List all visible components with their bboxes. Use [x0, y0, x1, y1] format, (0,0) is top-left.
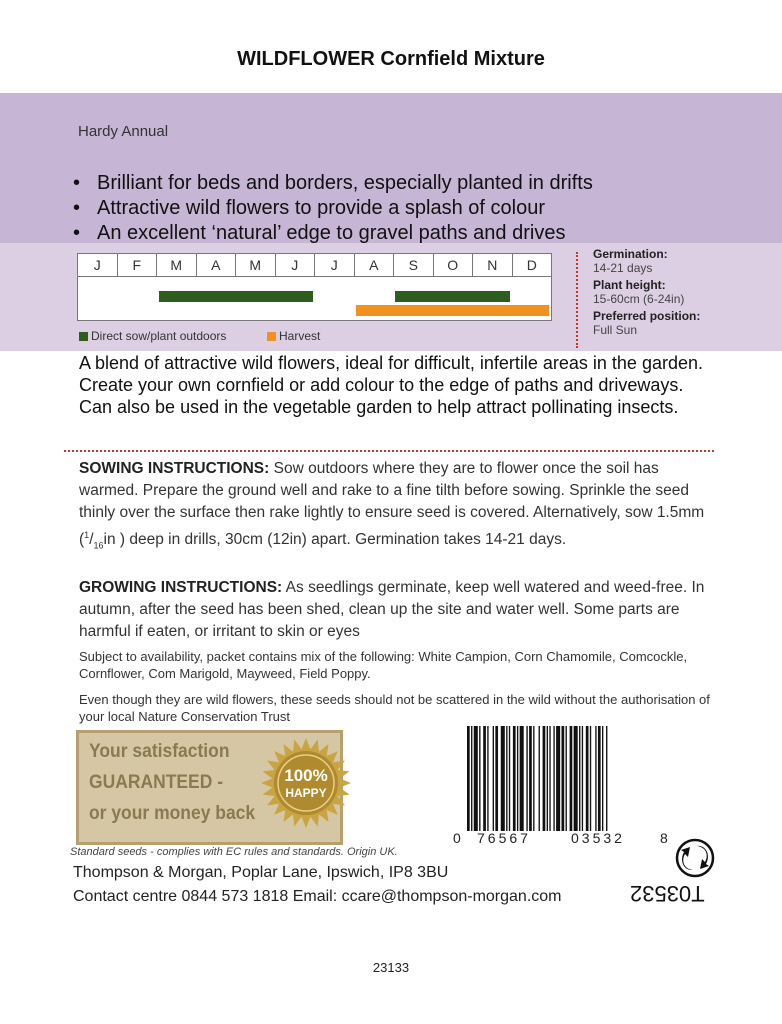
harvest-period-bar: [356, 305, 549, 316]
barcode-group2: 03532: [571, 830, 625, 846]
bullet-icon: •: [73, 172, 81, 194]
page-title: WILDFLOWER Cornfield Mixture: [237, 48, 545, 70]
guarantee-line3: or your money back: [89, 803, 256, 824]
germination-label: Germination:: [593, 247, 668, 261]
wild-note: Even though they are wild flowers, these seeds should not be scattered in the wild without the authorisation of your local Nature Conservation Trust: [79, 692, 710, 724]
feature-item: • Brilliant for beds and borders, especially planted in drifts: [73, 172, 593, 194]
plant-type: Hardy Annual: [78, 123, 169, 140]
footer-code: 23133: [372, 960, 410, 975]
calendar-month: J: [315, 254, 355, 276]
barcode-icon: [465, 726, 655, 831]
legend-harvest: Harvest: [267, 329, 320, 343]
height-value: 15-60cm (6-24in): [593, 292, 685, 306]
dotted-divider-horizontal: [64, 450, 714, 452]
guarantee-line1: Your satisfaction: [89, 741, 230, 762]
feature-item: • Attractive wild flowers to provide a splash of colour: [73, 197, 545, 219]
germination-value: 14-21 days: [593, 261, 653, 275]
legend-sow: Direct sow/plant outdoors: [79, 329, 226, 343]
calendar-month: M: [157, 254, 197, 276]
position-value: Full Sun: [593, 323, 638, 337]
dotted-divider-vertical: [576, 252, 578, 348]
sow-period-bar: [395, 291, 509, 302]
sowing-heading: SOWING INSTRUCTIONS:: [79, 460, 270, 477]
calendar-month: N: [473, 254, 513, 276]
sow-period-bar: [159, 291, 313, 302]
calendar-month: F: [118, 254, 158, 276]
guarantee-box: [76, 730, 343, 845]
description: A blend of attractive wild flowers, ideal for difficult, infertile areas in the garden. Create your own cornfield or add colour to the edge of paths and driveways. Can also be used in the vegetable garden to help attract pollinating insects.: [79, 353, 703, 417]
barcode-first-digit: 0: [453, 830, 461, 846]
mix-note: Subject to availability, packet contains mix of the following: White Campion, Corn Chamomile, Comcockle, Cornflower, Com Marigold, Mayweed, Field Poppy.: [79, 649, 688, 681]
bullet-icon: •: [73, 222, 81, 244]
calendar-month: J: [276, 254, 316, 276]
guarantee-line2: GUARANTEED -: [89, 772, 224, 793]
calendar-month: J: [78, 254, 118, 276]
growing-instructions: GROWING INSTRUCTIONS: As seedlings germinate, keep well watered and weed-free. In autumn, after the seed has been shed, clean up the site and water well. Some parts are harmful if eaten, or irritant to skin or eyes: [79, 579, 705, 640]
feature-list: [73, 171, 593, 246]
sowing-instructions: SOWING INSTRUCTIONS: Sow outdoors where they are to flower once the soil has warmed. Prepare the ground well and rake to a fine tilth before sowing. Sprinkle the seed thinly over the surface then rake lightly to ensure seed is covered. Alternatively, sow 1.5mm ($^1/_{16}in$ ) deep in drills, 30cm (12in) apart. Germination takes 14-21 days.: [79, 460, 705, 551]
calendar-month: A: [355, 254, 395, 276]
seal-top-text: 100%: [284, 766, 328, 785]
calendar-month: M: [236, 254, 276, 276]
growing-heading: GROWING INSTRUCTIONS:: [79, 579, 283, 596]
bullet-icon: •: [73, 197, 81, 219]
green-dot-recycle-icon: [675, 838, 715, 878]
barcode-last-digit: 8: [660, 830, 668, 846]
standards-note: Standard seeds - complies with EC rules and standards. Origin UK.: [70, 846, 398, 858]
seal-bottom-text: HAPPY: [285, 786, 327, 800]
calendar-month: D: [526, 257, 537, 273]
calendar-month: A: [197, 254, 237, 276]
happy-seal-icon: [260, 737, 352, 829]
height-label: Plant height:: [593, 278, 666, 292]
company-address: Thompson & Morgan, Poplar Lane, Ipswich, IP8 3BU: [73, 864, 449, 881]
calendar-month: O: [434, 254, 474, 276]
sowing-calendar: [77, 253, 552, 321]
sow-swatch-icon: [79, 332, 88, 341]
harvest-swatch-icon: [267, 332, 276, 341]
product-code: T03532: [630, 881, 705, 906]
position-label: Preferred position:: [593, 309, 701, 323]
contact-details: Contact centre 0844 573 1818 Email: ccare@thompson-morgan.com: [73, 888, 562, 905]
barcode-group1: 76567: [477, 830, 531, 846]
calendar-month: S: [394, 254, 434, 276]
plant-info: [593, 247, 778, 340]
calendar-months: [78, 254, 551, 277]
feature-item: • An excellent ‘natural’ edge to gravel paths and drives: [73, 222, 566, 244]
